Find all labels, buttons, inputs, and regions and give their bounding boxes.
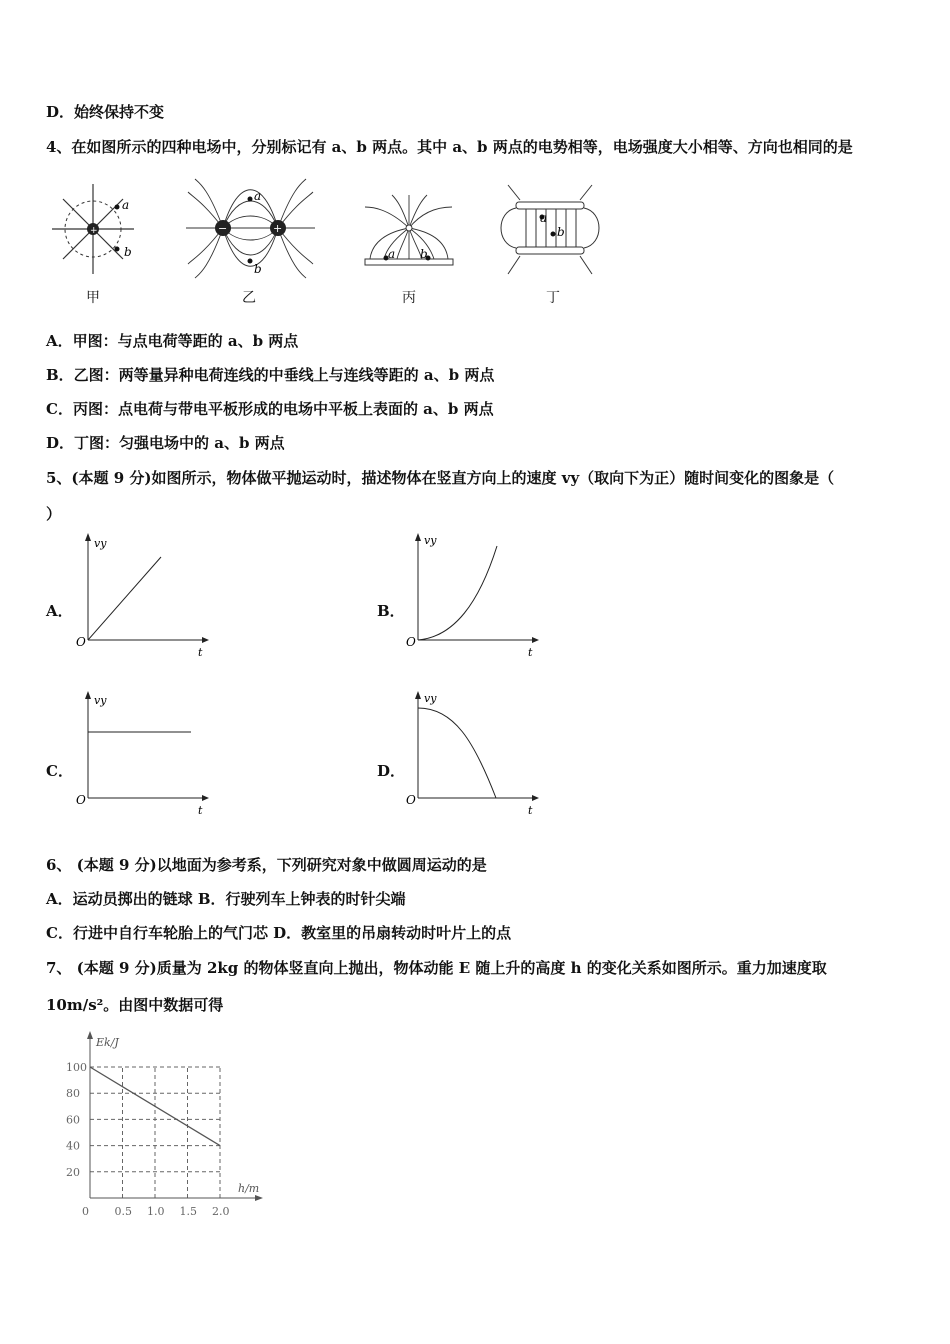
x-axis-label: h/m xyxy=(238,1182,260,1195)
figure-caption-ding: 丁 xyxy=(546,290,560,306)
figure-jia xyxy=(50,182,140,277)
q4-jia-b: b xyxy=(124,245,132,259)
svg-text:+: + xyxy=(273,222,283,235)
q5-graph-a-label: A． xyxy=(46,602,73,620)
q5-graph-b xyxy=(404,533,539,658)
x-tick-label: 1.0 xyxy=(147,1205,165,1218)
q4-option-a: A．甲图：与点电荷等距的 a、b 两点 xyxy=(46,332,299,350)
q5-graph-a xyxy=(74,533,209,658)
q5-c-yaxis: vy xyxy=(94,694,107,707)
x-tick-label: 2.0 xyxy=(212,1205,230,1218)
y-axis-arrow xyxy=(87,1031,93,1039)
figure-ding xyxy=(498,182,603,277)
y-axis-label: Ek/J xyxy=(96,1036,119,1049)
y-tick-label: 40 xyxy=(66,1139,80,1153)
x-tick-label: 1.5 xyxy=(179,1205,197,1218)
q5-graph-d xyxy=(404,691,539,816)
q3-option-d: D．始终保持不变 xyxy=(46,103,165,121)
q5-b-xaxis: t xyxy=(528,646,533,659)
q5-c-xaxis: t xyxy=(198,804,203,817)
q5-d-origin: O xyxy=(406,793,416,807)
q4-ding-b: b xyxy=(557,225,565,239)
q6-stem: 6、 (本题 9 分)以地面为参考系，下列研究对象中做圆周运动的是 xyxy=(46,856,487,874)
q5-stem-line1: 5、(本题 9 分)如图所示，物体做平抛运动时，描述物体在竖直方向上的速度 vy（取向下为正）随时间变化的图象是（ xyxy=(46,469,835,487)
q4-jia-a: a xyxy=(122,198,130,212)
x-tick-label: 0 xyxy=(82,1205,89,1218)
q5-stem-line2: ） xyxy=(46,505,62,523)
figure-yi xyxy=(183,182,318,277)
q4-option-c: C．丙图：点电荷与带电平板形成的电场中平板上表面的 a、b 两点 xyxy=(46,400,494,418)
q4-ding-a: a xyxy=(540,211,548,225)
q5-c-origin: O xyxy=(76,793,86,807)
q6-options-line2: C．行进中自行车轮胎上的气门芯 D．教室里的吊扇转动时叶片上的点 xyxy=(46,924,512,942)
figure-caption-jia: 甲 xyxy=(86,290,100,306)
svg-text:+: + xyxy=(90,226,98,236)
q5-b-yaxis: vy xyxy=(424,534,437,547)
x-axis-arrow xyxy=(255,1195,263,1201)
q5-graph-c-label: C． xyxy=(46,762,73,780)
x-tick-label: 0.5 xyxy=(114,1205,132,1218)
figure-bing xyxy=(362,192,457,277)
q7-stem-line1: 7、 (本题 9 分)质量为 2kg 的物体竖直向上抛出，物体动能 E 随上升的高度 h 的变化关系如图所示。重力加速度取 xyxy=(46,959,827,977)
y-tick-label: 100 xyxy=(66,1061,87,1074)
q4-bing-b: b xyxy=(420,247,428,261)
q4-yi-a: a xyxy=(254,189,262,203)
q5-d-yaxis: vy xyxy=(424,692,437,705)
q5-graph-d-label: D． xyxy=(377,762,406,780)
figure-caption-bing: 丙 xyxy=(402,290,416,306)
q4-bing-a: a xyxy=(388,247,396,261)
q4-option-b: B．乙图：两等量异种电荷连线的中垂线上与连线等距的 a、b 两点 xyxy=(46,366,495,384)
y-tick-label: 20 xyxy=(66,1165,80,1179)
figure-caption-yi: 乙 xyxy=(242,290,256,306)
q5-a-yaxis: vy xyxy=(94,537,107,550)
q4-option-d: D．丁图：匀强电场中的 a、b 两点 xyxy=(46,434,285,452)
y-tick-label: 60 xyxy=(66,1113,80,1127)
q5-a-origin: O xyxy=(76,635,86,649)
y-tick-label: 80 xyxy=(66,1087,80,1101)
q7-ek-chart xyxy=(58,1030,268,1220)
q5-d-xaxis: t xyxy=(528,804,533,817)
q6-options-line1: A．运动员掷出的链球 B．行驶列车上钟表的时针尖端 xyxy=(46,890,406,908)
q5-graph-b-label: B． xyxy=(377,602,405,620)
q5-graph-c xyxy=(74,691,209,816)
svg-text:−: − xyxy=(218,222,228,235)
q5-b-origin: O xyxy=(406,635,416,649)
q4-stem: 4、在如图所示的四种电场中，分别标记有 a、b 两点。其中 a、b 两点的电势相等，电场强度大小相等、方向也相同的是 xyxy=(46,138,853,156)
q7-stem-line2: 10m/s²。由图中数据可得 xyxy=(46,996,224,1014)
q4-yi-b: b xyxy=(254,262,262,276)
q5-a-xaxis: t xyxy=(198,646,203,659)
